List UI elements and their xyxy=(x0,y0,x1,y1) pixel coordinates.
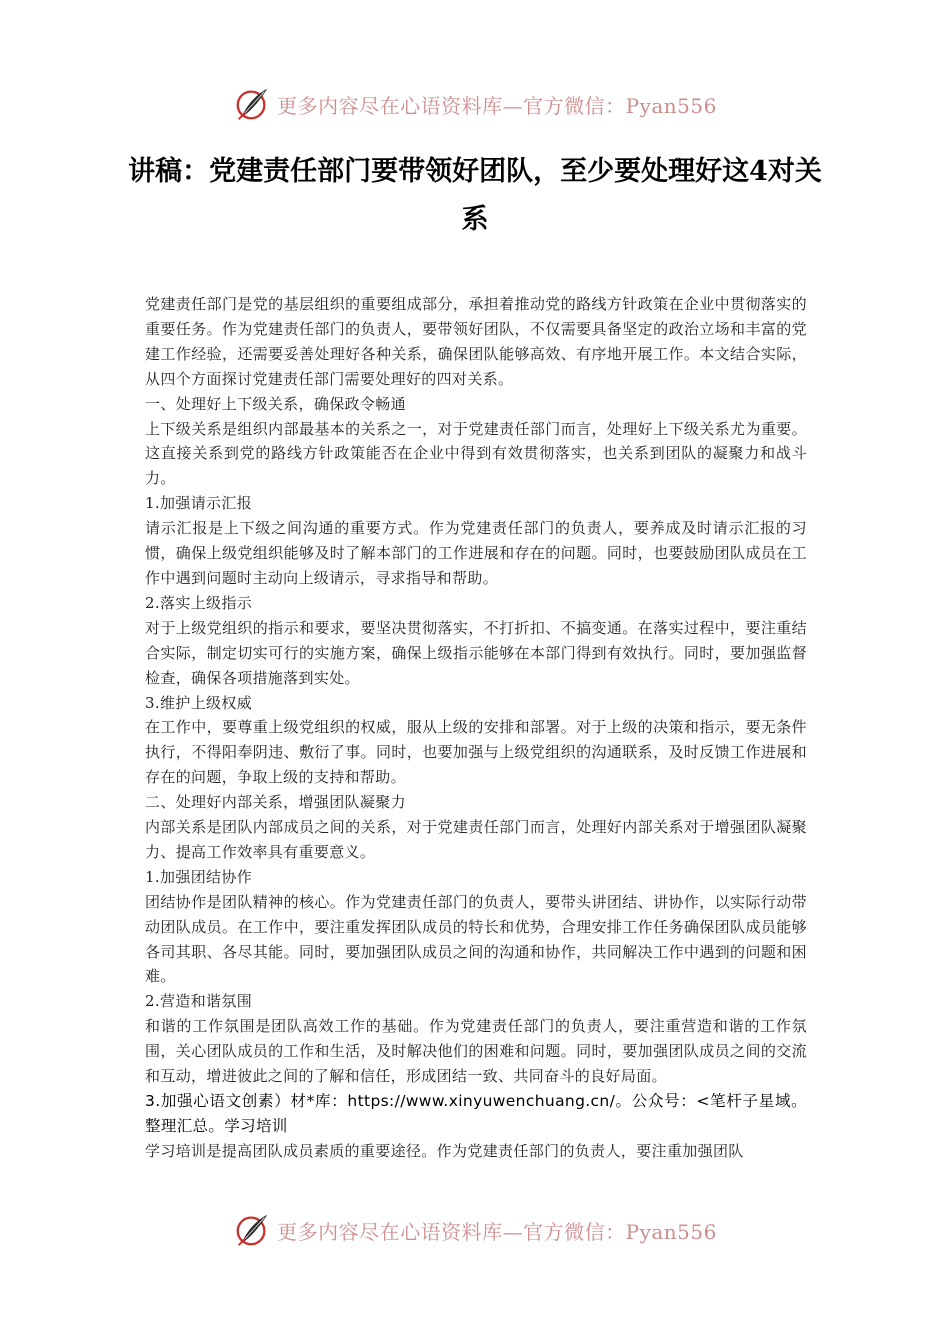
header-watermark xyxy=(0,82,950,126)
body-paragraph: 学习培训是提高团队成员素质的重要途径。作为党建责任部门的负责人，要注重加强团队 xyxy=(145,1141,744,1160)
body-paragraph: 团结协作是团队精神的核心。作为党建责任部门的负责人，要带头讲团结、讲协作，以实际行动带动团队成员。在工作中，要注重发挥团队成员的特长和优势，合理安排工作任务确保团队成员能够各司其职、各尽其能。同时，要加强团队成员之间的沟通和协作，共同解决工作中遇到的问题和困难。 xyxy=(145,892,807,986)
body-paragraph: 和谐的工作氛围是团队高效工作的基础。作为党建责任部门的负责人，要注重营造和谐的工作氛围，关心团队成员的工作和生活，及时解决他们的困难和问题。同时，要加强团队成员之间的交流和互动，增进彼此之间的了解和信任，形成团结一致、共同奋斗的良好局面。 xyxy=(145,1017,807,1086)
body-paragraph: 在工作中，要尊重上级党组织的权威，服从上级的安排和部署。对于上级的决策和指示，要无条件执行，不得阳奉阴违、敷衍了事。同时，也要加强与上级党组织的沟通联系，及时反馈工作进展和存在的问题，争取上级的支持和帮助。 xyxy=(145,718,807,787)
footer-watermark xyxy=(0,1208,950,1252)
watermark-text: 更多内容尽在心语资料库—官方微信：Pyan556 xyxy=(277,1219,717,1244)
body-paragraph: 请示汇报是上下级之间沟通的重要方式。作为党建责任部门的负责人，要养成及时请示汇报的习惯，确保上级党组织能够及时了解本部门的工作进展和存在的问题。同时，也要鼓励团队成员在工作中遇到问题时主动向上级请示，寻求指导和帮助。 xyxy=(145,519,807,587)
subheading-2-3-watermarked: 3.加强心语文创素）材*库：https://www.xinyuwenchuang.cn/。公众号：<笔杆子星域。整理汇总。学习培训 xyxy=(145,1092,807,1135)
body-paragraph: 上下级关系是组织内部最基本的关系之一，对于党建责任部门而言，处理好上下级关系尤为重要。这直接关系到党的路线方针政策能否在企业中得到有效贯彻落实，也关系到团队的凝聚力和战斗力。 xyxy=(145,419,807,488)
quill-logo-icon xyxy=(233,85,271,123)
subheading-1-3: 3.维护上级权威 xyxy=(145,693,253,712)
intro-paragraph: 党建责任部门是党的基层组织的重要组成部分，承担着推动党的路线方针政策在企业中贯彻落实的重要任务。作为党建责任部门的负责人，要带领好团队，不仅需要具备坚定的政治立场和丰富的党建工作经验，还需要妥善处理好各种关系，确保团队能够高效、有序地开展工作。本文结合实际，从四个方面探讨党建责任部门需要处理好的四对关系。 xyxy=(145,295,807,388)
body-paragraph: 对于上级党组织的指示和要求，要坚决贯彻落实，不打折扣、不搞变通。在落实过程中，要注重结合实际，制定切实可行的实施方案，确保上级指示能够在本部门得到有效执行。同时，要加强监督检查，确保各项措施落到实处。 xyxy=(145,618,807,687)
subheading-2-1: 1.加强团结协作 xyxy=(145,867,253,886)
subheading-1-1: 1.加强请示汇报 xyxy=(145,494,253,513)
page-title: 讲稿：党建责任部门要带领好团队，至少要处理好这4对关系 xyxy=(128,156,822,235)
section-heading-1: 一、处理好上下级关系，确保政令畅通 xyxy=(145,394,406,413)
section-heading-2: 二、处理好内部关系，增强团队凝聚力 xyxy=(145,793,406,812)
article-body xyxy=(145,292,807,1164)
subheading-1-2: 2.落实上级指示 xyxy=(145,593,253,612)
body-paragraph: 内部关系是团队内部成员之间的关系，对于党建责任部门而言，处理好内部关系对于增强团队凝聚力、提高工作效率具有重要意义。 xyxy=(145,818,807,861)
subheading-2-2: 2.营造和谐氛围 xyxy=(145,992,253,1011)
quill-logo-icon xyxy=(233,1211,271,1249)
watermark-text: 更多内容尽在心语资料库—官方微信：Pyan556 xyxy=(277,93,717,118)
